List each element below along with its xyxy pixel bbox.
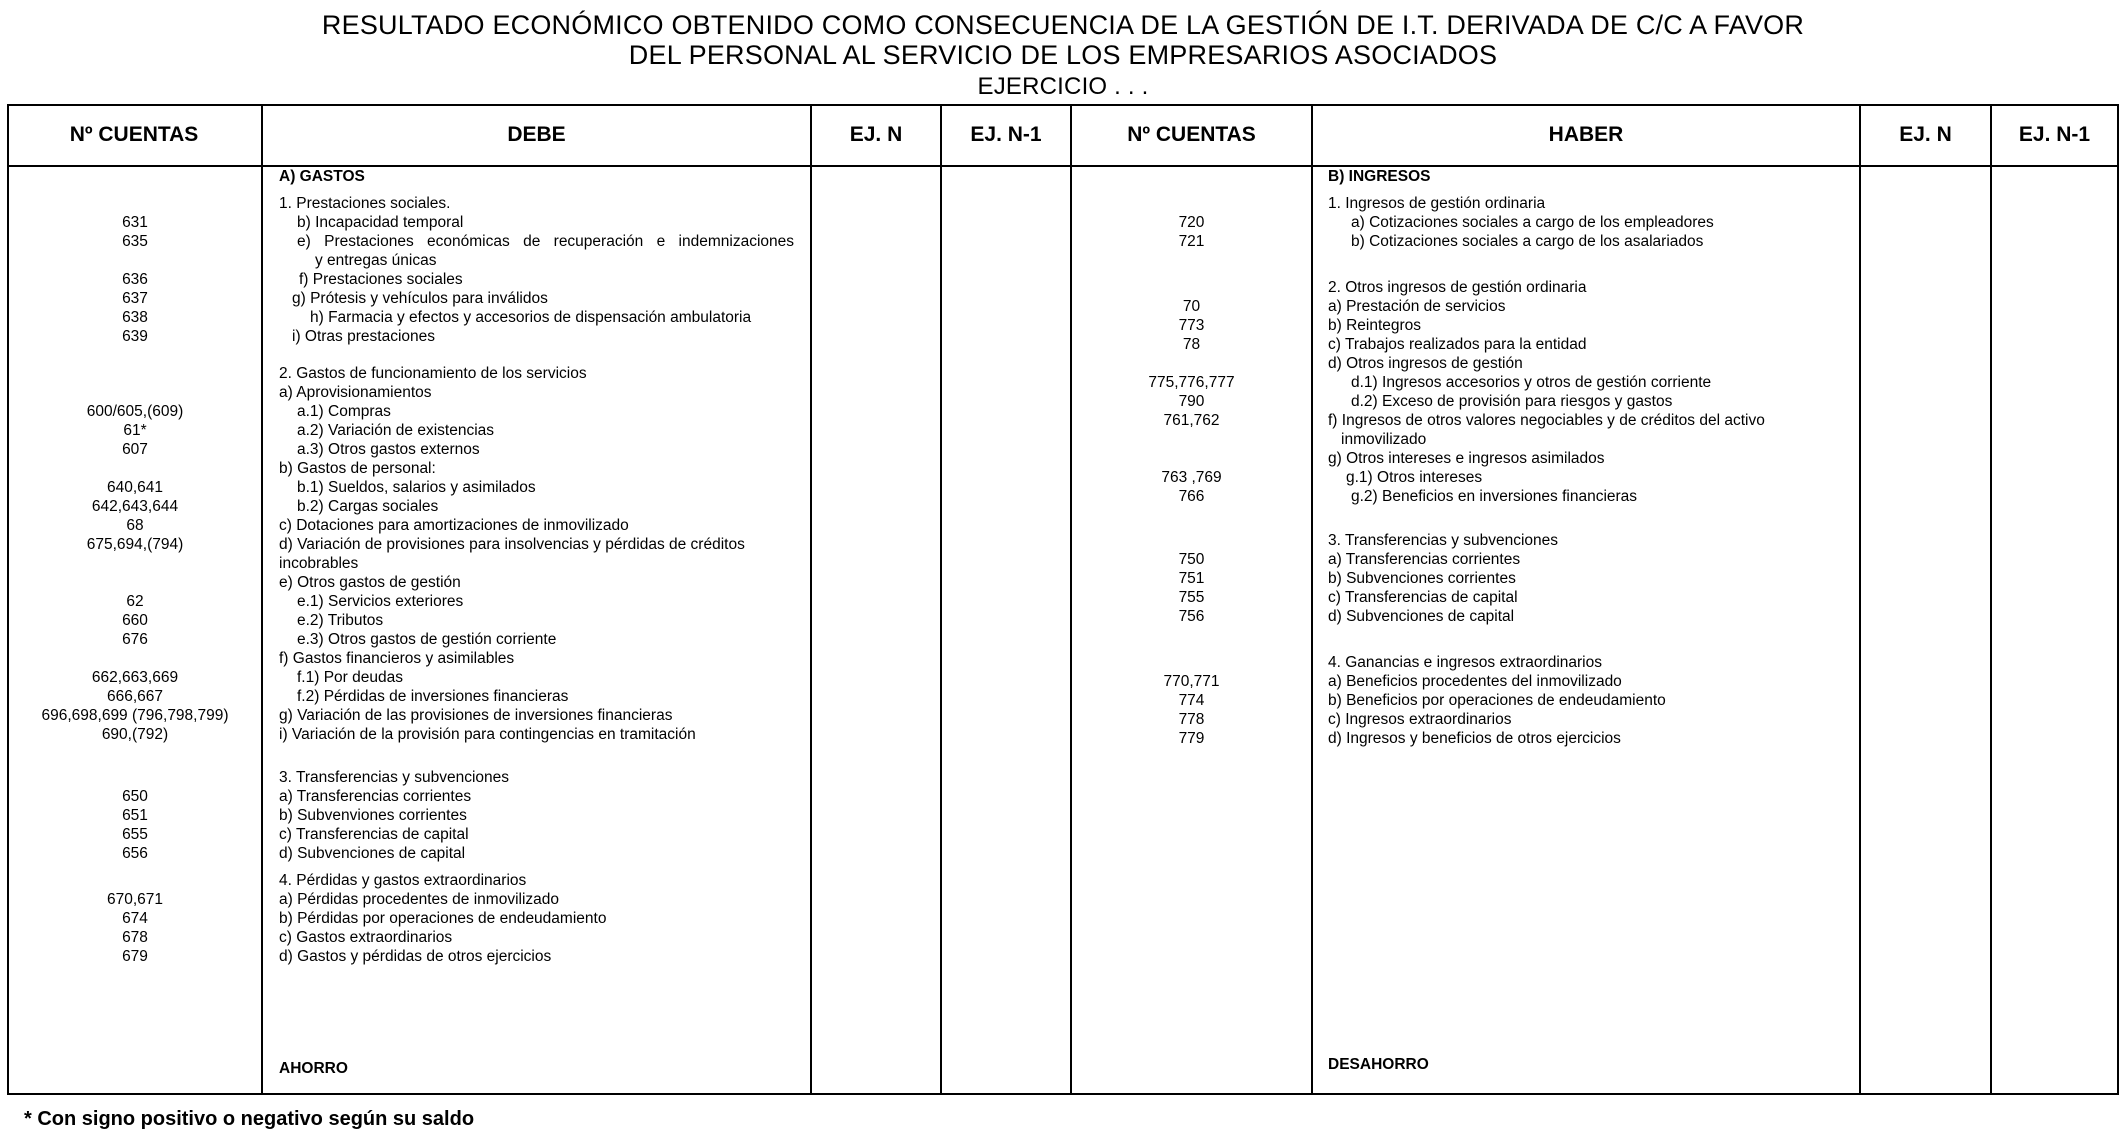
debe-line: b.2) Cargas sociales bbox=[297, 498, 439, 515]
haber-line: 4. Ganancias e ingresos extraordinarios bbox=[1328, 654, 1602, 671]
header-cuentas-left: Nº CUENTAS bbox=[69, 122, 199, 146]
debe-line: a.1) Compras bbox=[297, 403, 391, 420]
haber-line: g.1) Otros intereses bbox=[1346, 469, 1483, 486]
account-number: 763 ,769 bbox=[1161, 469, 1222, 486]
account-number: 70 bbox=[1182, 298, 1201, 315]
debe-line: f) Prestaciones sociales bbox=[299, 271, 463, 288]
debe-line: a.2) Variación de existencias bbox=[297, 422, 495, 439]
haber-section-heading: B) INGRESOS bbox=[1328, 168, 1431, 185]
debe-line: b.1) Sueldos, salarios y asimilados bbox=[297, 479, 536, 496]
debe-line: e) Otros gastos de gestión bbox=[279, 574, 461, 591]
account-number: 660 bbox=[122, 612, 148, 629]
account-number: 666,667 bbox=[106, 688, 164, 705]
account-number: 761,762 bbox=[1163, 412, 1220, 429]
haber-line: c) Trabajos realizados para la entidad bbox=[1328, 336, 1587, 353]
account-number: 631 bbox=[122, 214, 148, 231]
debe-line: d) Variación de provisiones para insolvencias y pérdidas de créditos bbox=[279, 536, 745, 553]
debe-line: b) Incapacidad temporal bbox=[297, 214, 464, 231]
account-number: 774 bbox=[1178, 692, 1205, 709]
account-number: 790 bbox=[1178, 393, 1205, 410]
debe-line: 3. Transferencias y subvenciones bbox=[279, 769, 510, 786]
haber-line: 1. Ingresos de gestión ordinaria bbox=[1328, 195, 1546, 212]
haber-line: inmovilizado bbox=[1341, 431, 1427, 448]
header-ej-n1-left: EJ. N-1 bbox=[970, 122, 1042, 146]
debe-line: b) Gastos de personal: bbox=[279, 460, 436, 477]
haber-line: d.1) Ingresos accesorios y otros de gestión corriente bbox=[1351, 374, 1712, 391]
account-number: 674 bbox=[122, 910, 148, 927]
account-number: 779 bbox=[1178, 730, 1205, 747]
haber-line: d.2) Exceso de provisión para riesgos y gastos bbox=[1351, 393, 1673, 410]
haber-line: a) Prestación de servicios bbox=[1328, 298, 1506, 315]
column-divider bbox=[810, 104, 812, 1095]
haber-line: a) Beneficios procedentes del inmovilizado bbox=[1328, 673, 1622, 690]
header-ej-n-right: EJ. N bbox=[1899, 122, 1952, 146]
debe-line: e.2) Tributos bbox=[297, 612, 384, 629]
debe-line: b) Pérdidas por operaciones de endeudamiento bbox=[279, 910, 607, 927]
account-number: 639 bbox=[122, 328, 148, 345]
account-number: 650 bbox=[122, 788, 148, 805]
account-number: 755 bbox=[1178, 589, 1205, 606]
debe-line: 1. Prestaciones sociales. bbox=[279, 195, 451, 212]
report-title-line1: RESULTADO ECONÓMICO OBTENIDO COMO CONSECUENCIA DE LA GESTIÓN DE I.T. DERIVADA DE C/C A FAVOR bbox=[321, 10, 1805, 40]
haber-line: d) Otros ingresos de gestión bbox=[1328, 355, 1523, 372]
account-number: 651 bbox=[122, 807, 148, 824]
haber-line: 2. Otros ingresos de gestión ordinaria bbox=[1328, 279, 1587, 296]
account-number: 773 bbox=[1178, 317, 1205, 334]
debe-line: f.2) Pérdidas de inversiones financieras bbox=[297, 688, 569, 705]
debe-line: b) Subvenviones corrientes bbox=[279, 807, 467, 824]
debe-line: a.3) Otros gastos externos bbox=[297, 441, 480, 458]
haber-line: a) Transferencias corrientes bbox=[1328, 551, 1521, 568]
haber-line: a) Cotizaciones sociales a cargo de los empleadores bbox=[1351, 214, 1714, 231]
account-number: 636 bbox=[122, 271, 148, 288]
debe-line: d) Gastos y pérdidas de otros ejercicios bbox=[279, 948, 552, 965]
account-number: 607 bbox=[122, 441, 148, 458]
account-number: 655 bbox=[122, 826, 148, 843]
account-number: 756 bbox=[1178, 608, 1205, 625]
debe-line: 4. Pérdidas y gastos extraordinarios bbox=[279, 872, 527, 889]
haber-line: b) Cotizaciones sociales a cargo de los asalariados bbox=[1351, 233, 1704, 250]
report-title-line2: DEL PERSONAL AL SERVICIO DE LOS EMPRESARIOS ASOCIADOS bbox=[628, 40, 1498, 70]
account-number: 720 bbox=[1178, 214, 1205, 231]
account-number: 68 bbox=[126, 517, 144, 534]
account-number: 600/605,(609) bbox=[86, 403, 184, 420]
header-ej-n-left: EJ. N bbox=[849, 122, 903, 146]
debe-line: f) Gastos financieros y asimilables bbox=[279, 650, 515, 667]
column-divider bbox=[1311, 104, 1313, 1095]
account-number: 640,641 bbox=[106, 479, 164, 496]
account-number: 696,698,699 (796,798,799) bbox=[41, 707, 229, 724]
debe-line: a) Pérdidas procedentes de inmovilizado bbox=[279, 891, 560, 908]
debe-line: f.1) Por deudas bbox=[297, 669, 403, 686]
debe-line: y entregas únicas bbox=[315, 252, 437, 269]
account-number: 675,694,(794) bbox=[86, 536, 184, 553]
haber-line: f) Ingresos de otros valores negociables y de créditos del activo bbox=[1328, 412, 1765, 429]
haber-line: d) Subvenciones de capital bbox=[1328, 608, 1515, 625]
debe-line: i) Variación de la provisión para contingencias en tramitación bbox=[279, 726, 696, 743]
debe-section-heading: A) GASTOS bbox=[279, 168, 365, 185]
haber-line: c) Ingresos extraordinarios bbox=[1328, 711, 1512, 728]
header-haber: HABER bbox=[1548, 122, 1624, 146]
debe-line: g) Variación de las provisiones de inversiones financieras bbox=[279, 707, 673, 724]
debe-line: d) Subvenciones de capital bbox=[279, 845, 466, 862]
debe-line: i) Otras prestaciones bbox=[292, 328, 435, 345]
column-divider bbox=[940, 104, 942, 1095]
account-number: 690,(792) bbox=[101, 726, 169, 743]
account-number: 78 bbox=[1182, 336, 1201, 353]
column-divider bbox=[1859, 104, 1861, 1095]
debe-line: c) Dotaciones para amortizaciones de inmovilizado bbox=[279, 517, 629, 534]
account-number: 638 bbox=[122, 309, 148, 326]
account-number: 662,663,669 bbox=[91, 669, 179, 686]
account-number: 679 bbox=[122, 948, 148, 965]
account-number: 62 bbox=[126, 593, 144, 610]
haber-line: c) Transferencias de capital bbox=[1328, 589, 1518, 606]
account-number: 637 bbox=[122, 290, 148, 307]
account-number: 766 bbox=[1178, 488, 1205, 505]
haber-line: g) Otros intereses e ingresos asimilados bbox=[1328, 450, 1605, 467]
debe-line: 2. Gastos de funcionamiento de los servicios bbox=[279, 365, 587, 382]
account-number: 721 bbox=[1178, 233, 1205, 250]
haber-line: b) Subvenciones corrientes bbox=[1328, 570, 1516, 587]
debe-line: e) Prestaciones económicas de recuperación e indemnizaciones bbox=[297, 233, 794, 250]
debe-line: g) Prótesis y vehículos para inválidos bbox=[292, 290, 548, 307]
debe-line: e.1) Servicios exteriores bbox=[297, 593, 464, 610]
account-number: 775,776,777 bbox=[1148, 374, 1235, 391]
debe-footer-ahorro: AHORRO bbox=[279, 1060, 348, 1077]
haber-line: d) Ingresos y beneficios de otros ejercicios bbox=[1328, 730, 1621, 747]
account-number: 770,771 bbox=[1163, 673, 1220, 690]
debe-line: a) Transferencias corrientes bbox=[279, 788, 472, 805]
debe-line: incobrables bbox=[279, 555, 359, 572]
haber-footer-desahorro: DESAHORRO bbox=[1328, 1056, 1429, 1073]
header-ej-n1-right: EJ. N-1 bbox=[2018, 122, 2091, 146]
debe-line: a) Aprovisionamientos bbox=[279, 384, 432, 401]
account-number: 750 bbox=[1178, 551, 1205, 568]
account-number: 635 bbox=[122, 233, 148, 250]
footnote: * Con signo positivo o negativo según su saldo bbox=[24, 1108, 475, 1130]
report-exercise-line: EJERCICIO . . . bbox=[977, 73, 1149, 100]
account-number: 670,671 bbox=[106, 891, 164, 908]
haber-line: b) Beneficios por operaciones de endeudamiento bbox=[1328, 692, 1666, 709]
account-number: 678 bbox=[122, 929, 148, 946]
haber-line: 3. Transferencias y subvenciones bbox=[1328, 532, 1559, 549]
account-number: 642,643,644 bbox=[91, 498, 179, 515]
account-number: 656 bbox=[122, 845, 148, 862]
account-number: 751 bbox=[1178, 570, 1205, 587]
account-number: 676 bbox=[122, 631, 148, 648]
header-cuentas-right: Nº CUENTAS bbox=[1127, 122, 1256, 146]
debe-line: h) Farmacia y efectos y accesorios de dispensación ambulatoria bbox=[310, 309, 752, 326]
column-divider bbox=[261, 104, 263, 1095]
debe-line: c) Gastos extraordinarios bbox=[279, 929, 453, 946]
haber-line: g.2) Beneficios en inversiones financieras bbox=[1351, 488, 1638, 505]
haber-line: b) Reintegros bbox=[1328, 317, 1422, 334]
debe-line: e.3) Otros gastos de gestión corriente bbox=[297, 631, 557, 648]
account-number: 778 bbox=[1178, 711, 1205, 728]
account-number: 61* bbox=[123, 422, 147, 439]
column-divider bbox=[1990, 104, 1992, 1095]
header-debe: DEBE bbox=[507, 122, 566, 146]
debe-line: c) Transferencias de capital bbox=[279, 826, 469, 843]
